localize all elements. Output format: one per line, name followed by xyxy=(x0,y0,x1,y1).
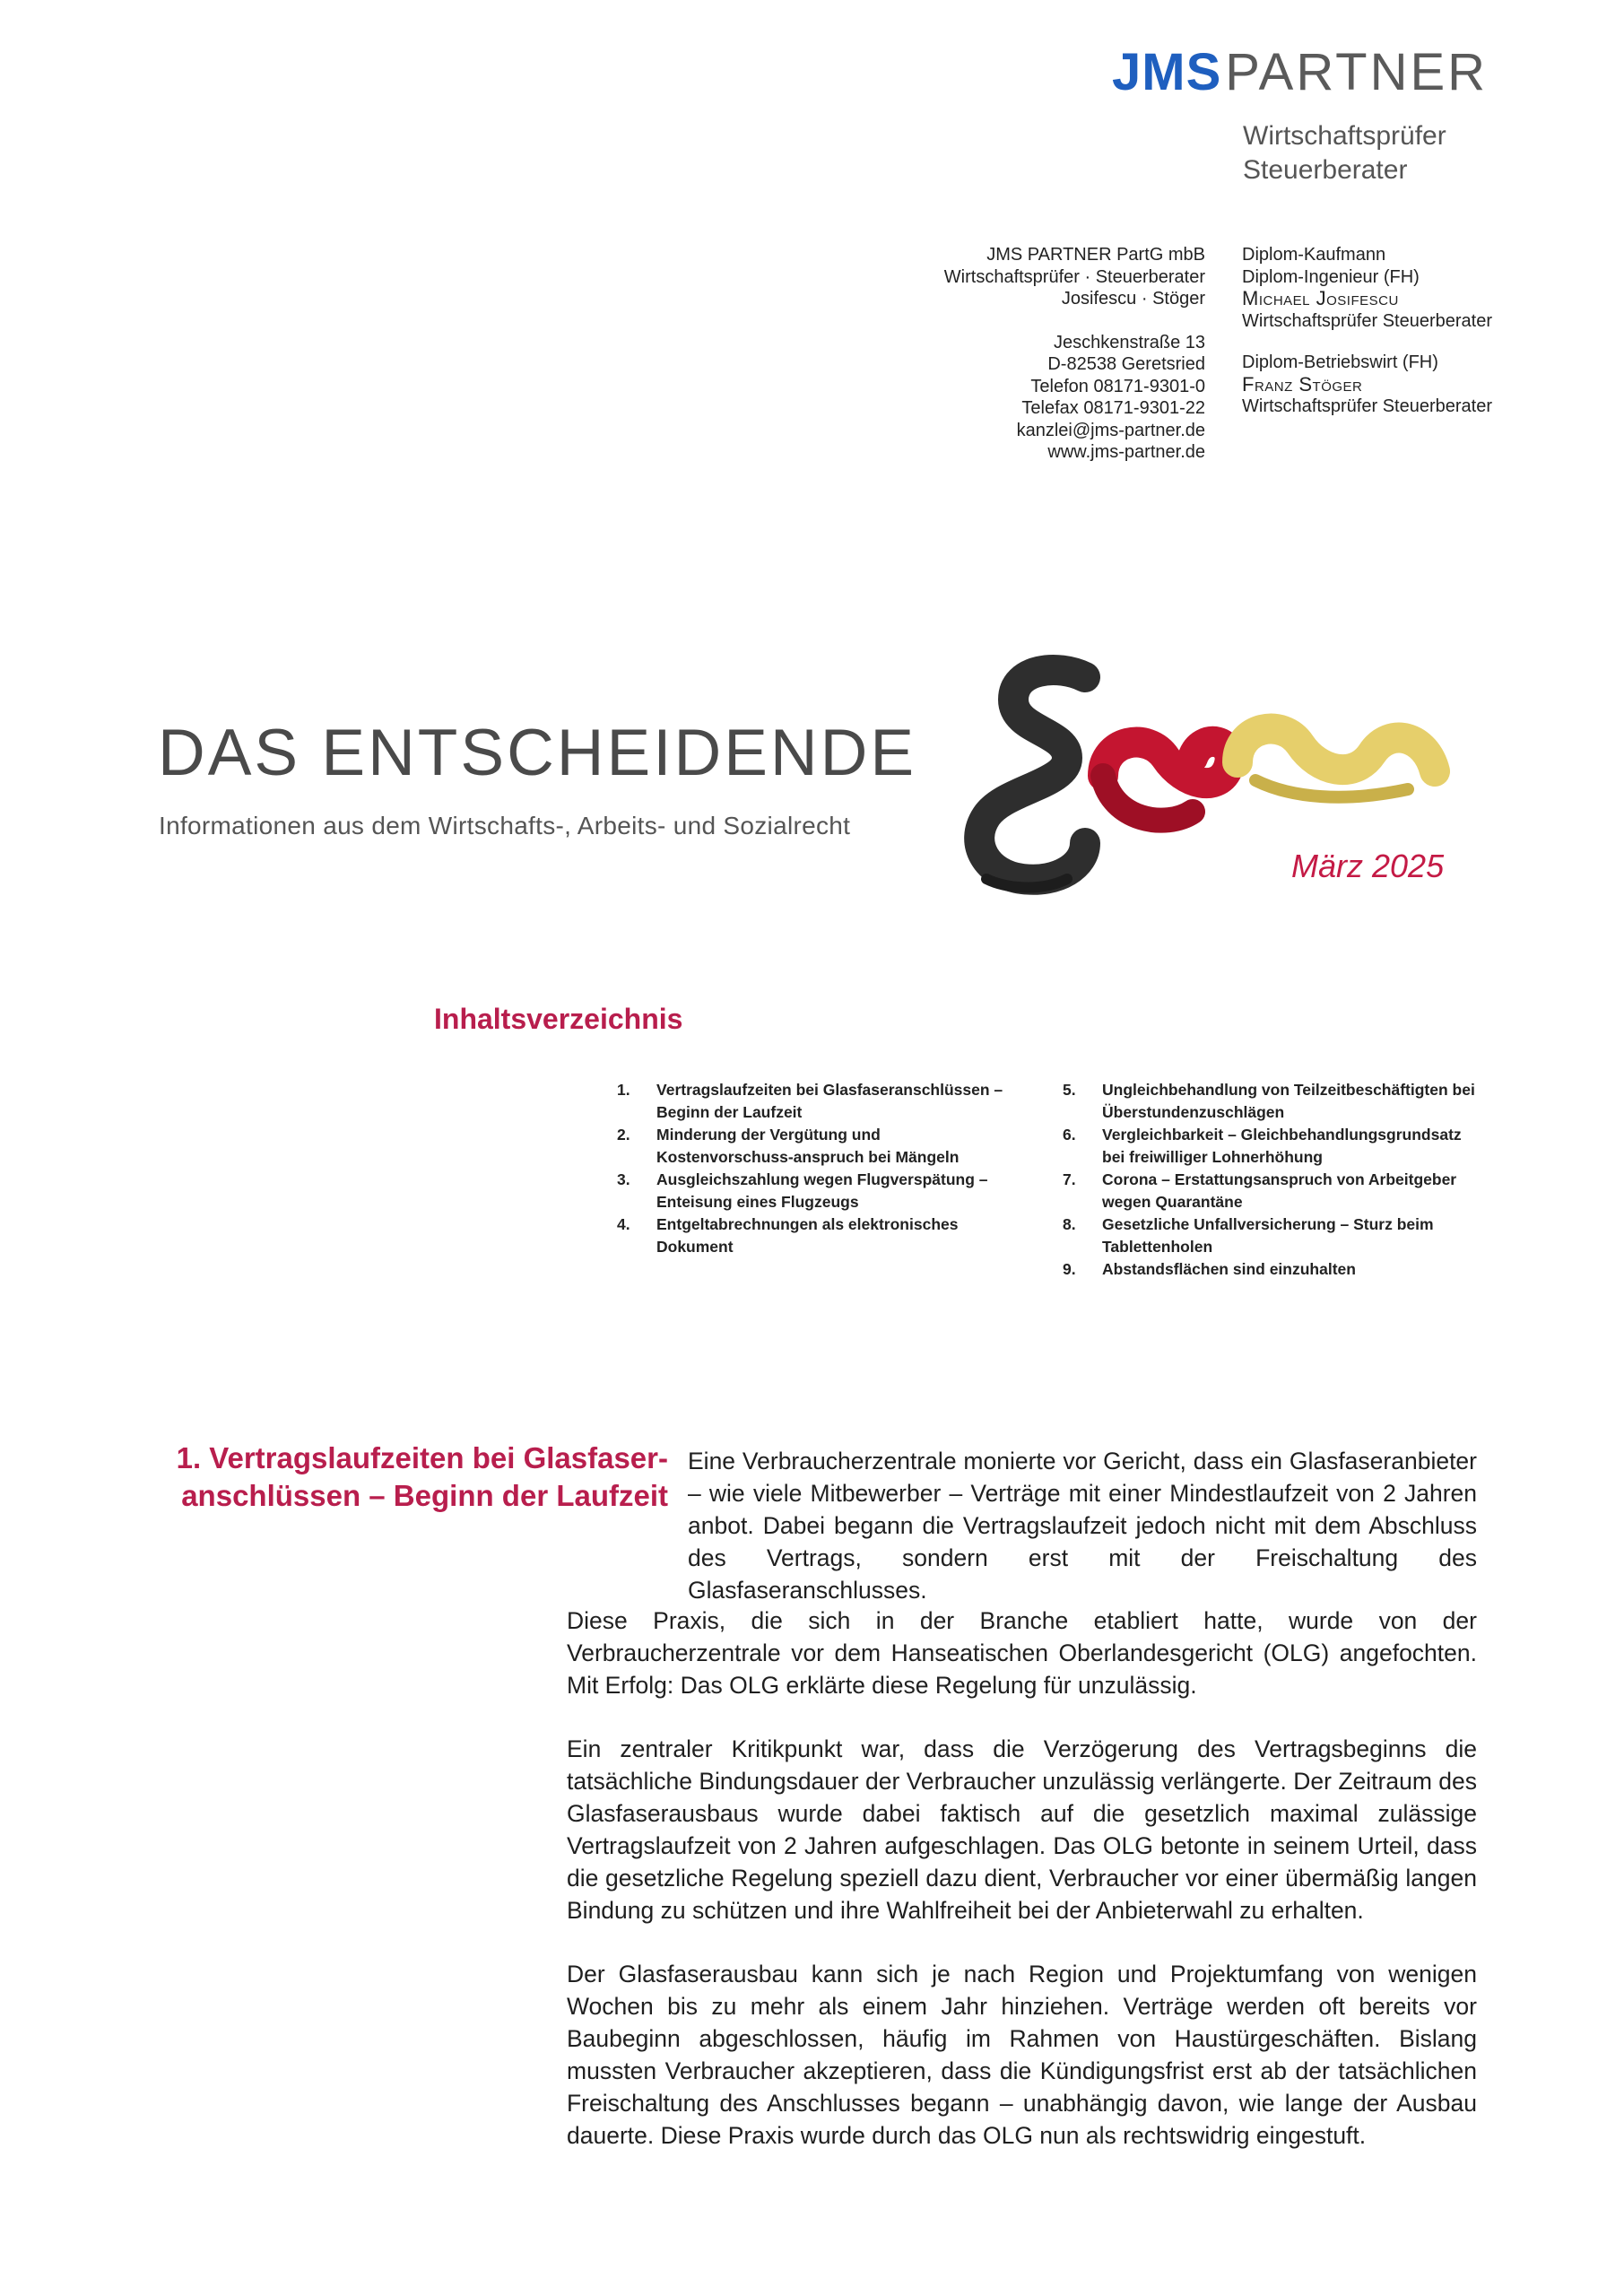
paragraph-symbol-gold xyxy=(1238,729,1435,797)
address-block xyxy=(944,244,1205,464)
toc-item-text: Entgeltabrechnungen als elektronisches Dokument xyxy=(656,1215,959,1256)
toc-item-number: 1. xyxy=(617,1081,630,1099)
address-fax: Telefax 08171-9301-22 xyxy=(1021,398,1205,418)
toc-item-text: Vertragslaufzeiten bei Glasfaseranschlüssen – Beginn der Laufzeit xyxy=(656,1081,1003,1121)
toc-item-number: 5. xyxy=(1063,1081,1076,1099)
article-heading-line1: 1. Vertragslaufzeiten bei Glasfaser- xyxy=(176,1441,668,1474)
toc-item-text: Ausgleichszahlung wegen Flugverspätung – Enteisung eines Flugzeugs xyxy=(656,1170,988,1211)
article-heading-line2: anschlüssen – Beginn der Laufzeit xyxy=(181,1479,668,1512)
partner-1-degree1: Diplom-Kaufmann xyxy=(1242,245,1386,265)
toc-item-number: 8. xyxy=(1063,1215,1076,1233)
partners-block xyxy=(1242,244,1492,418)
address-line3: Josifescu · Stöger xyxy=(1061,289,1205,309)
newsletter-subtitle: Informationen aus dem Wirtschafts-, Arbeits- und Sozialrecht xyxy=(159,812,851,839)
article-paragraph-1: Eine Verbraucherzentrale monierte vor Gericht, dass ein Glasfaseranbieter – wie viele Mitbewerber – Verträge mit einer Mindestlaufzeit von 2 Jahren anbot. Dabei begann die Vertragslaufzeit jedoch nicht mit dem Abschluss des Vertrags, sondern erst mit der Freischaltung des Glasfaseranschlusses. xyxy=(688,1448,1477,1604)
toc-left-column xyxy=(617,1079,1012,1258)
toc-item[interactable] xyxy=(1063,1258,1484,1281)
address-phone: Telefon 08171-9301-0 xyxy=(1030,376,1205,396)
address-line1: JMS PARTNER PartG mbB xyxy=(986,245,1205,265)
toc-item[interactable] xyxy=(617,1169,1012,1213)
paragraph-symbol-red xyxy=(1103,742,1230,821)
issue-date: März 2025 xyxy=(1291,848,1445,884)
partner-1-name: Michael Josifescu xyxy=(1242,287,1399,309)
toc-item[interactable] xyxy=(617,1124,1012,1169)
partner-2-name: Franz Stöger xyxy=(1242,372,1363,396)
toc-item-number: 2. xyxy=(617,1126,630,1144)
address-email[interactable]: kanzlei@jms-partner.de xyxy=(1016,420,1205,440)
company-logo xyxy=(1112,43,1489,101)
address-line2: Wirtschaftsprüfer · Steuerberater xyxy=(943,266,1205,287)
logo-subtitle-line1: Wirtschaftsprüfer xyxy=(1243,121,1446,151)
toc-item-text: Ungleichbehandlung von Teilzeitbeschäftigten bei Überstundenzuschlägen xyxy=(1102,1081,1475,1121)
partner-2-role: Wirtschaftsprüfer Steuerberater xyxy=(1242,396,1492,416)
toc-item[interactable] xyxy=(1063,1079,1484,1124)
toc-item-text: Abstandsflächen sind einzuhalten xyxy=(1102,1260,1356,1278)
toc-item[interactable] xyxy=(617,1079,1012,1124)
logo-partner: PARTNER xyxy=(1225,43,1489,101)
logo-subtitle-line2: Steuerberater xyxy=(1243,155,1408,185)
toc-item[interactable] xyxy=(1063,1124,1484,1169)
partner-1-role: Wirtschaftsprüfer Steuerberater xyxy=(1242,310,1492,331)
logo-subtitle xyxy=(1243,119,1446,187)
toc-item-number: 7. xyxy=(1063,1170,1076,1188)
address-street: Jeschkenstraße 13 xyxy=(1054,332,1205,352)
toc-item-text: Minderung der Vergütung und Kostenvorschuss-anspruch bei Mängeln xyxy=(656,1126,960,1166)
toc-item[interactable] xyxy=(617,1213,1012,1258)
toc-item[interactable] xyxy=(1063,1213,1484,1258)
toc-item-number: 9. xyxy=(1063,1260,1076,1278)
toc-item-number: 4. xyxy=(617,1215,630,1233)
toc-item-text: Vergleichbarkeit – Gleichbehandlungsgrundsatz bei freiwilliger Lohnerhöhung xyxy=(1102,1126,1462,1166)
toc-item-text: Corona – Erstattungsanspruch von Arbeitgeber wegen Quarantäne xyxy=(1102,1170,1457,1211)
toc-heading: Inhaltsverzeichnis xyxy=(434,1003,683,1035)
toc-item[interactable] xyxy=(1063,1169,1484,1213)
article-heading xyxy=(166,1439,668,1515)
address-city: D-82538 Geretsried xyxy=(1047,354,1205,374)
toc-right-column xyxy=(1063,1079,1484,1281)
toc-item-number: 3. xyxy=(617,1170,630,1188)
toc-item-text: Gesetzliche Unfallversicherung – Sturz beim Tablettenholen xyxy=(1102,1215,1434,1256)
article-paragraph-2: Diese Praxis, die sich in der Branche etabliert hatte, wurde von der Verbraucherzentrale vor dem Hanseatischen Oberlandesgericht (OLG) angefochten. Mit Erfolg: Das OLG erklärte diese Regelung für unzulässig. xyxy=(567,1607,1477,1699)
article-paragraph-4: Der Glasfaserausbau kann sich je nach Region und Projektumfang von wenigen Wochen bis zu mehr als einem Jahr hinziehen. Verträge werden oft bereits vor Baubeginn abgeschlossen, häufig im Rahmen von Haustürgeschäften. Bislang mussten Verbraucher akzeptieren, dass die Kündigungsfrist erst ab der tatsächlichen Freischaltung des Anschlusses begann – unabhängig davon, wie lange der Ausbau dauerte. Diese Praxis wurde durch das OLG nun als rechtswidrig eingestuft. xyxy=(567,1961,1477,2149)
address-web[interactable]: www.jms-partner.de xyxy=(1047,442,1205,462)
partner-1-degree2: Diplom-Ingenieur (FH) xyxy=(1242,266,1420,287)
partner-2-degree1: Diplom-Betriebswirt (FH) xyxy=(1242,352,1438,372)
paragraph-symbol-black xyxy=(979,670,1085,887)
article-paragraph-3: Ein zentraler Kritikpunkt war, dass die Verzögerung des Vertragsbeginns die tatsächliche Bindungsdauer der Verbraucher unzulässig verlängerte. Der Zeitraum des Glasfaserausbaus wurde dabei faktisch auf die gesetzlich maximal zulässige Vertragslaufzeit von 2 Jahren aufgeschlagen. Das OLG betonte in seinem Urteil, dass die gesetzliche Regelung speziell dazu dient, Verbraucher vor einer übermäßig langen Bindung zu schützen und ihre Wahlfreiheit bei der Anbieterwahl zu erhalten. xyxy=(567,1735,1477,1924)
toc-item-number: 6. xyxy=(1063,1126,1076,1144)
newsletter-title: DAS ENTSCHEIDENDE xyxy=(158,717,917,789)
logo-jms: JMS xyxy=(1112,43,1222,101)
